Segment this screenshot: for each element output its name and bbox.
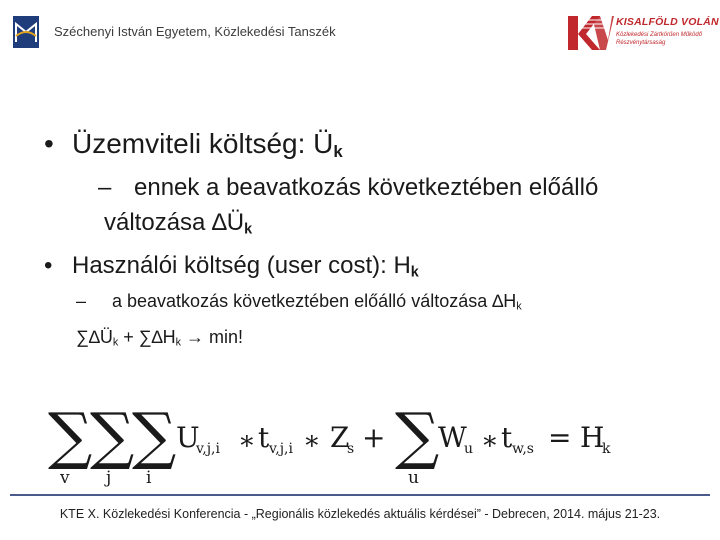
- bullet-user-cost: [44, 252, 419, 281]
- sub-bullet-operating-change-cont: [104, 209, 252, 238]
- term-H: H: [580, 421, 605, 454]
- sum-index-v: v: [60, 468, 70, 488]
- op-equals: =: [548, 421, 572, 454]
- sub-bullet-user-change: [76, 291, 522, 313]
- cost-formula: [40, 395, 680, 490]
- volan-logo: [566, 14, 719, 54]
- sub-bullet-operating-change: [98, 174, 598, 202]
- user-change-text: a beavatkozás következtében előálló változása ∆H: [112, 291, 517, 311]
- sum-index-i: i: [146, 468, 152, 488]
- term-Z: Z: [330, 421, 350, 454]
- objective-sub-1: k: [112, 336, 119, 349]
- sum-index-j: j: [106, 468, 112, 488]
- operating-change-cont-text: változása ∆Ü: [104, 209, 245, 236]
- bullet-operating-cost: [44, 128, 343, 162]
- objective-part-3: → min!: [181, 327, 244, 347]
- term-tw-sub: w,s: [512, 441, 534, 457]
- user-change-sub: k: [516, 300, 522, 313]
- footer-text: KTE X. Közlekedési Konferencia - „Regionális közlekedés aktuális kérdései” - Debrecen, 2014. május 21-23.: [59, 507, 661, 521]
- bullet-marker: •: [44, 252, 53, 279]
- sum-symbol-3: ∑: [132, 399, 177, 472]
- term-t: t: [258, 421, 270, 454]
- brand-subtitle-1: Közlekedési Zártkörűen Működő: [616, 32, 703, 38]
- operating-cost-text: Üzemviteli költség: Ü: [72, 128, 334, 159]
- term-U-sub: v,j,i: [196, 441, 220, 457]
- kisalfold-volan-logo-icon: [566, 14, 614, 52]
- objective-part-1: ∑∆Ü: [76, 327, 113, 347]
- dash-marker: –: [98, 174, 112, 201]
- term-t-sub: v,j,i: [269, 441, 293, 457]
- user-cost-text: Használói költség (user cost): H: [72, 252, 411, 279]
- op-times-2: ∗: [303, 426, 321, 456]
- sum-symbol-1: ∑: [48, 399, 93, 472]
- dash-marker: –: [76, 291, 87, 311]
- bullet-marker: •: [44, 128, 54, 159]
- sum-symbol-2: ∑: [90, 399, 135, 472]
- brand-subtitle-2: Részvénytársaság: [616, 40, 666, 46]
- objective-part-2: + ∑∆H: [118, 327, 176, 347]
- brand-name: KISALFÖLD VOLÁN: [616, 16, 719, 28]
- operating-change-sub: k: [244, 221, 253, 238]
- term-W: W: [438, 421, 467, 454]
- sum-index-u: u: [408, 468, 419, 488]
- operating-change-text: ennek a beavatkozás következtében előálló: [134, 174, 599, 201]
- op-times-3: ∗: [481, 426, 499, 456]
- header-institution-text: Széchenyi István Egyetem, Közlekedési Tanszék: [54, 24, 336, 39]
- objective-sub-2: k: [175, 336, 182, 349]
- term-W-sub: u: [464, 441, 474, 457]
- term-tw: t: [501, 421, 513, 454]
- term-H-sub: k: [602, 441, 611, 457]
- term-U: U: [176, 421, 200, 454]
- objective-line: [76, 327, 243, 349]
- university-logo-icon: [13, 16, 39, 48]
- operating-cost-sub: k: [333, 142, 343, 162]
- sum-symbol-4: ∑: [395, 399, 440, 472]
- footer-divider: [10, 494, 710, 496]
- op-times-1: ∗: [238, 426, 256, 456]
- term-Z-sub: s: [347, 441, 355, 457]
- op-plus: +: [362, 421, 386, 454]
- user-cost-sub: k: [410, 264, 419, 281]
